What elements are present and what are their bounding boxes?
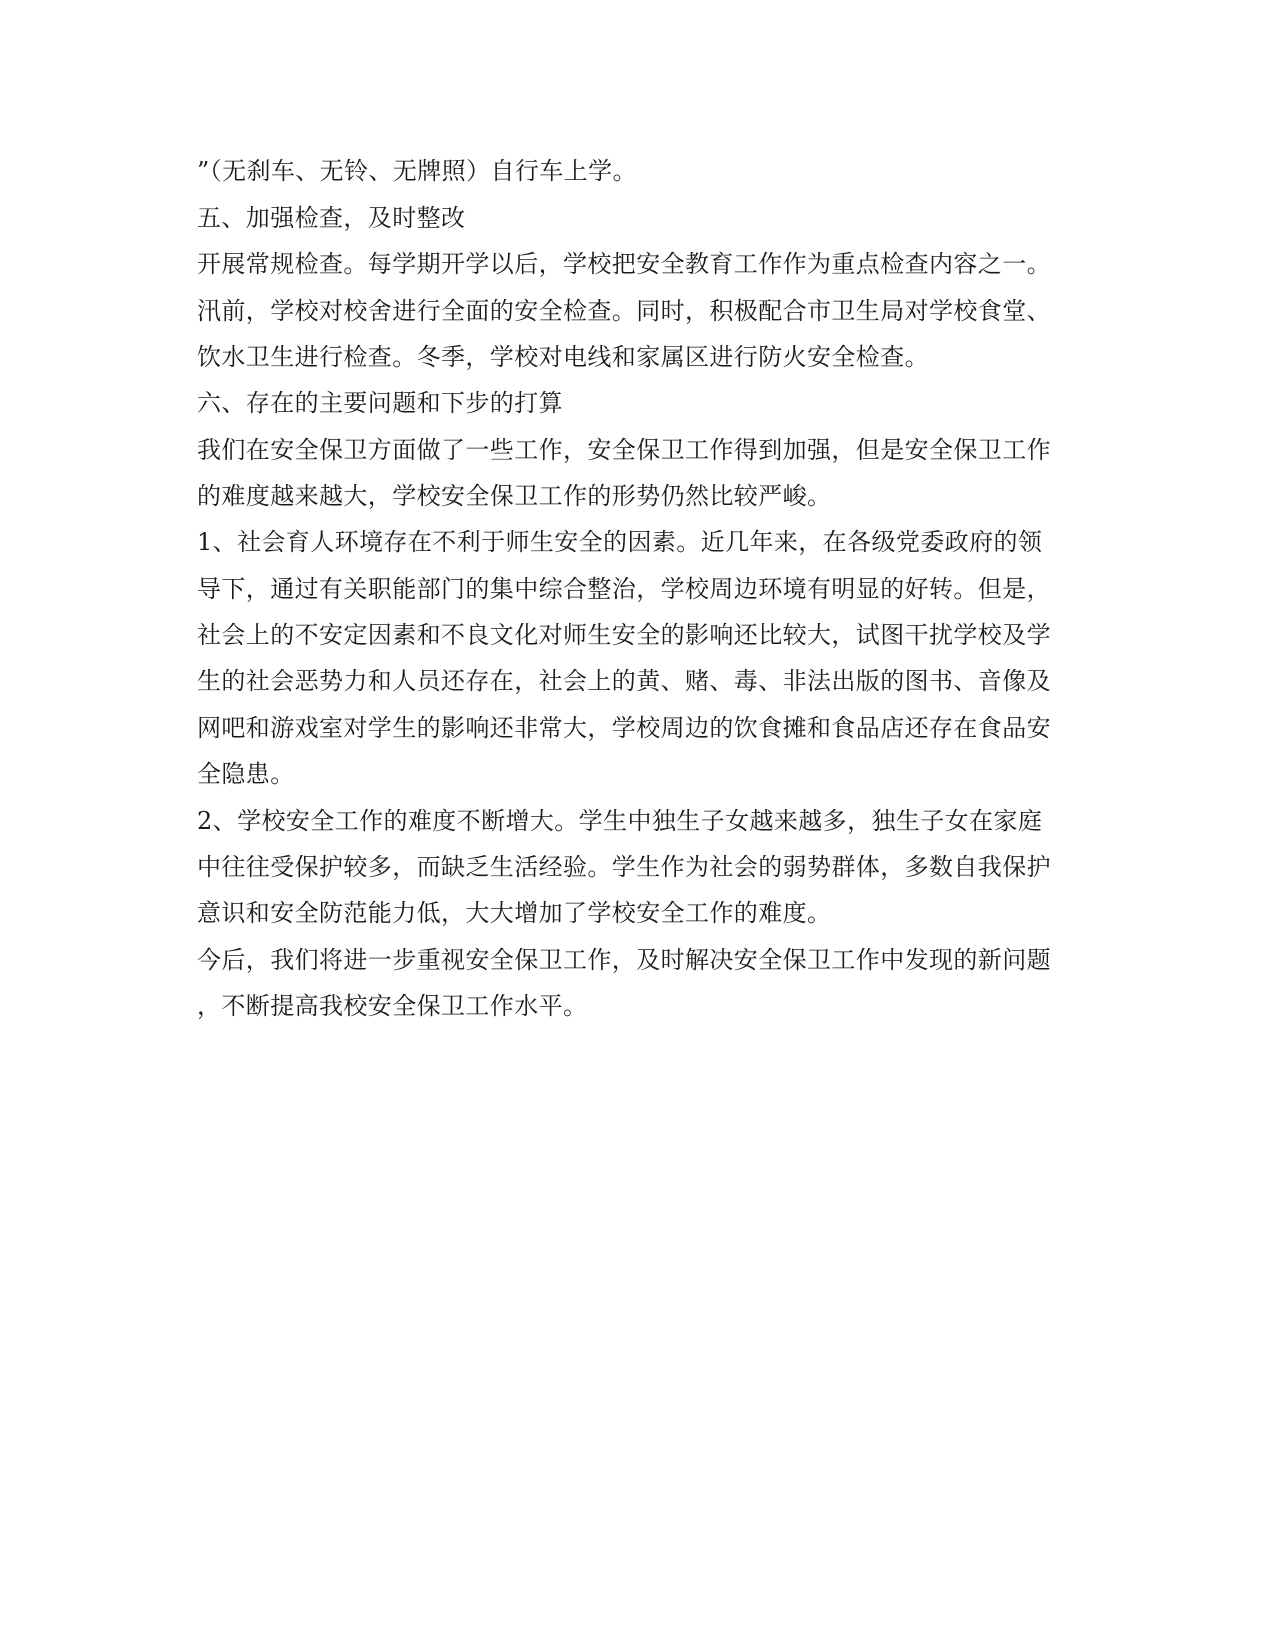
text-line: 的难度越来越大，学校安全保卫工作的形势仍然比较严峻。 [197,482,832,510]
text-line: 生的社会恶势力和人员还存在，社会上的黄、赌、毒、非法出版的图书、音像及 [197,667,1051,695]
section-heading: 五、加强检查，及时整改 [197,204,466,232]
text-line: 意识和安全防范能力低，大大增加了学校安全工作的难度。 [197,899,832,927]
text-line: 社会上的不安定因素和不良文化对师生安全的影响还比较大，试图干扰学校及学 [197,621,1051,649]
text-line: ，不断提高我校安全保卫工作水平。 [197,992,588,1020]
text-line: 饮水卫生进行检查。冬季，学校对电线和家属区进行防火安全检查。 [197,343,929,371]
text-line: 2、学校安全工作的难度不断增大。学生中独生子女越来越多，独生子女在家庭 [197,807,1043,835]
text-line: 网吧和游戏室对学生的影响还非常大，学校周边的饮食摊和食品店还存在食品安 [197,714,1051,742]
section-heading: 六、存在的主要问题和下步的打算 [197,389,563,417]
text-line: 开展常规检查。每学期开学以后，学校把安全教育工作作为重点检查内容之一。 [197,250,1051,278]
text-line: 汛前，学校对校舍进行全面的安全检查。同时，积极配合市卫生局对学校食堂、 [197,297,1051,325]
text-line: 全隐患。 [197,760,295,788]
text-line: 我们在安全保卫方面做了一些工作，安全保卫工作得到加强，但是安全保卫工作 [197,436,1051,464]
text-line: ”（无刹车、无铃、无牌照）自行车上学。 [197,157,637,185]
text-line: 中往往受保护较多，而缺乏生活经验。学生作为社会的弱势群体，多数自我保护 [197,853,1051,881]
text-line: 今后，我们将进一步重视安全保卫工作，及时解决安全保卫工作中发现的新问题 [197,946,1051,974]
text-line: 导下，通过有关职能部门的集中综合整治，学校周边环境有明显的好转。但是， [197,575,1051,603]
text-line: 1、社会育人环境存在不利于师生安全的因素。近几年来，在各级党委政府的领 [197,528,1043,556]
